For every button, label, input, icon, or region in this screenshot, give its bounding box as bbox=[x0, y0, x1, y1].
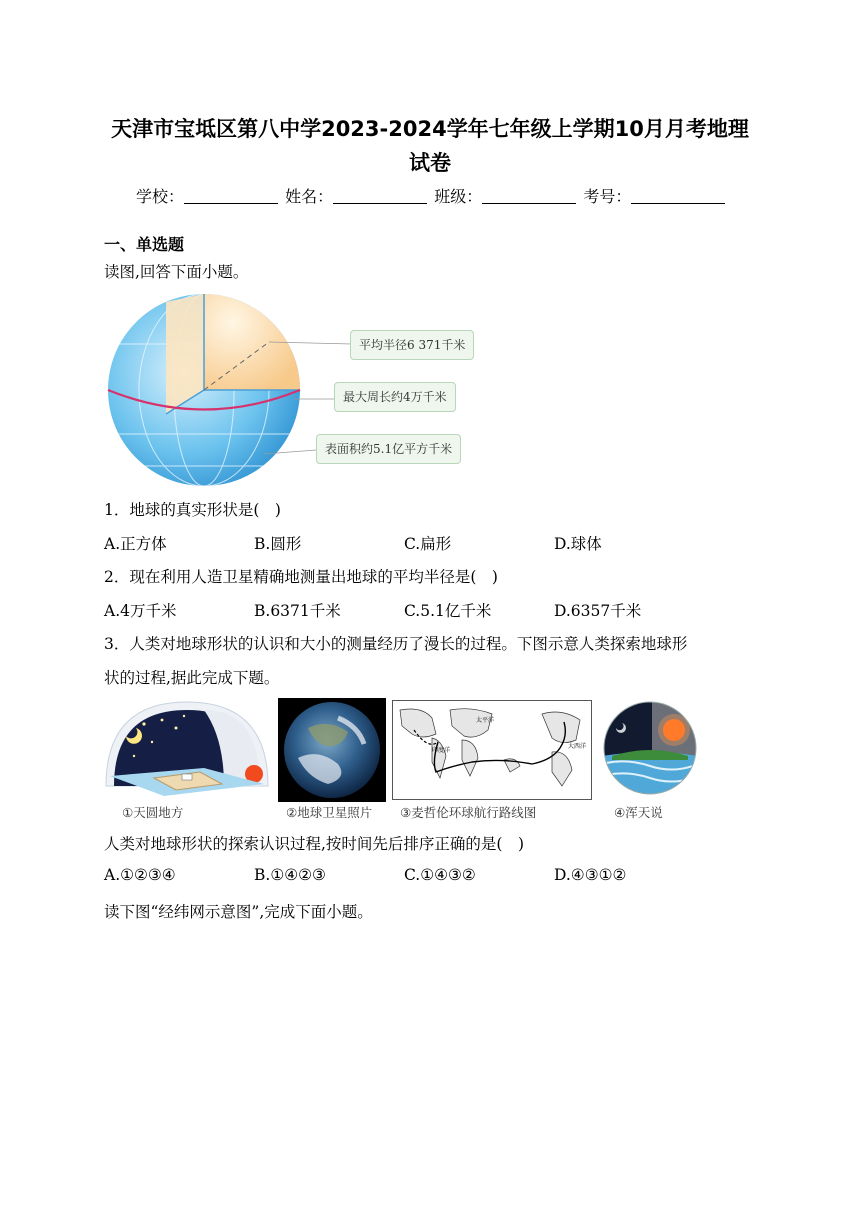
section-heading: 一、单选题 bbox=[104, 235, 185, 254]
caption-1: ①天圆地方 bbox=[122, 805, 184, 820]
q1-option-c[interactable]: C.扁形 bbox=[404, 535, 452, 553]
exam-number-label: 考号： bbox=[583, 187, 632, 206]
question-2: 2．现在利用人造卫星精确地测量出地球的平均半径是( ) bbox=[104, 568, 498, 586]
question-3-line2: 状的过程,据此完成下题。 bbox=[104, 669, 280, 687]
name-label: 姓名： bbox=[285, 187, 334, 206]
map-label-indian: 印度洋 bbox=[432, 747, 451, 754]
huntian-theory-image bbox=[602, 698, 698, 800]
name-blank[interactable] bbox=[333, 189, 427, 204]
school-blank[interactable] bbox=[184, 189, 278, 204]
question-3-line1: 3．人类对地球形状的认识和大小的测量经历了漫长的过程。下图示意人类探索地球形 bbox=[104, 635, 688, 653]
earth-satellite-photo bbox=[278, 698, 386, 802]
q2-option-b[interactable]: B.6371千米 bbox=[254, 602, 341, 620]
exam-title-line2: 试卷 bbox=[409, 151, 451, 175]
q2-option-a[interactable]: A.4万千米 bbox=[104, 602, 177, 620]
magellan-route-map bbox=[392, 700, 592, 800]
q3-option-d[interactable]: D.④③①② bbox=[554, 866, 627, 884]
map-label-pacific: 太平洋 bbox=[476, 717, 495, 724]
intro-text: 读图,回答下面小题。 bbox=[104, 263, 249, 281]
caption-4: ④浑天说 bbox=[614, 805, 663, 820]
caption-2: ②地球卫星照片 bbox=[286, 805, 373, 820]
school-label: 学校： bbox=[136, 187, 185, 206]
label-surface-area: 表面积约5.1亿平方千米 bbox=[316, 434, 461, 464]
q1-option-a[interactable]: A.正方体 bbox=[104, 535, 167, 553]
q3-option-a[interactable]: A.①②③④ bbox=[104, 866, 176, 884]
class-label: 班级： bbox=[434, 187, 483, 206]
exam-number-blank[interactable] bbox=[631, 189, 725, 204]
map-label-atlantic: 大西洋 bbox=[568, 743, 587, 750]
question-3-prompt: 人类对地球形状的探索认识过程,按时间先后排序正确的是( ) bbox=[104, 835, 525, 853]
next-section-intro: 读下图“经纬网示意图”,完成下面小题。 bbox=[104, 903, 373, 921]
q3-option-c[interactable]: C.①④③② bbox=[404, 866, 476, 884]
q1-option-b[interactable]: B.圆形 bbox=[254, 535, 302, 553]
question-1: 1．地球的真实形状是( ) bbox=[104, 501, 281, 519]
q3-option-b[interactable]: B.①④②③ bbox=[254, 866, 326, 884]
exam-title: 天津市宝坻区第八中学2023-2024学年七年级上学期10月月考地理 bbox=[111, 117, 749, 141]
q2-option-c[interactable]: C.5.1亿千米 bbox=[404, 602, 492, 620]
student-info-row bbox=[136, 184, 727, 207]
q1-option-d[interactable]: D.球体 bbox=[554, 535, 602, 553]
label-mean-radius: 平均半径6 371千米 bbox=[350, 330, 474, 360]
caption-3: ③麦哲伦环球航行路线图 bbox=[400, 805, 537, 820]
heaven-round-earth-square-image bbox=[104, 698, 270, 800]
label-max-circumference: 最大周长约4万千米 bbox=[334, 382, 456, 412]
q2-option-d[interactable]: D.6357千米 bbox=[554, 602, 642, 620]
class-blank[interactable] bbox=[482, 189, 576, 204]
